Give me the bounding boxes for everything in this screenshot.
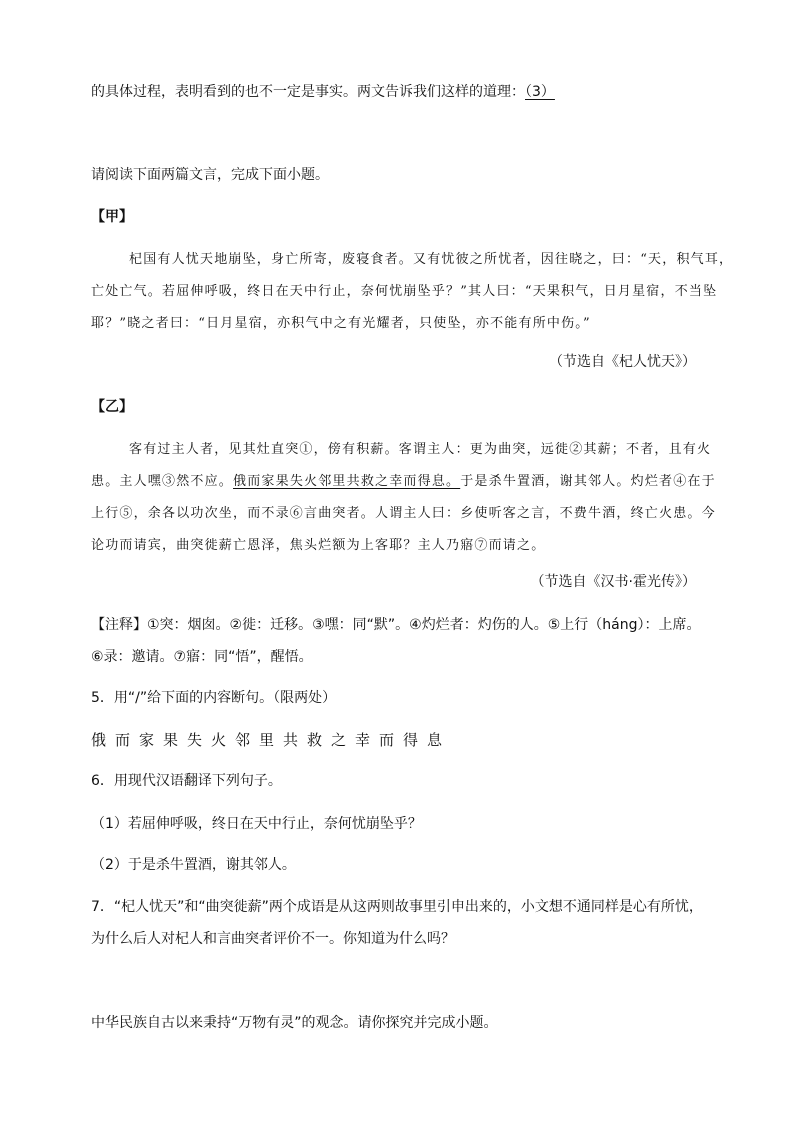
question-5-stem: 5．用“/”给下面的内容断句。（限两处） [91,690,337,706]
passage-jia-label: 【甲】 [91,209,133,225]
passage-yi-line-2-start: 患。主人嘿③然不应。 [91,474,234,489]
question-7-line-2: 为什么后人对杞人和言曲突者评价不一。你知道为什么吗？ [91,931,455,947]
passage-yi-line-3: 上行⑤，余各以功次坐，而不录⑥言曲突者。人谓主人曰：乡使听客之言，不费牛酒，终亡火患。今 [91,506,716,521]
answer-blank-3: （3） [525,84,555,100]
carryover-line [91,82,555,102]
question-7-line-1: 7．“杞人忧天”和“曲突徙薪”两个成语是从这两则故事里引申出来的，小文想不通同样是心有所忧， [91,899,703,915]
question-5-sentence: 俄而家果失火邻里共救之幸而得息 [91,731,452,749]
passage-jia-source: （节选自《杞人忧天》） [549,354,696,370]
passage-yi-line-4: 论功而请宾，曲突徙薪亡恩泽，焦头烂额为上客耶？主人乃寤⑦而请之。 [91,538,546,553]
notes-line-1: 【注释】①突：烟囱。②徙：迁移。③嘿：同“默”。④灼烂者：灼伤的人。⑤上行（háng）：上席。 [91,617,701,633]
underlined-sentence: 俄而家果失火邻里共救之幸而得息。 [233,474,461,489]
question-6-item-1: （1）若屈伸呼吸，终日在天中行止，奈何忧崩坠乎？ [91,816,422,832]
next-section-intro: 中华民族自古以来秉持“万物有灵”的观念。请你探究并完成小题。 [91,1015,498,1031]
passage-jia-line-1: 杞国有人忧天地崩坠，身亡所寄，废寝食者。又有忧彼之所忧者，因往晓之，曰：“天，积气耳， [129,252,734,267]
passage-jia-line-3: 耶？”晓之者曰：“日月星宿，亦积气中之有光耀者，只使坠，亦不能有所中伤。” [91,316,591,331]
passage-yi-line-2 [91,472,716,492]
reading-intro: 请阅读下面两篇文言，完成下面小题。 [91,167,329,183]
passage-yi-line-2-end: 于是杀牛置酒，谢其邻人。灼烂者④在于 [460,474,716,489]
passage-yi-label: 【乙】 [91,399,133,415]
question-6-stem: 6．用现代汉语翻译下列句子。 [91,773,282,789]
passage-yi-line-1: 客有过主人者，见其灶直突①，傍有积薪。客谓主人：更为曲突，远徙②其薪；不者，且有火 [129,442,712,457]
carryover-text: 的具体过程，表明看到的也不一定是事实。两文告诉我们这样的道理： [91,84,525,100]
passage-yi-source: （节选自《汉书·霍光传》） [530,574,696,590]
question-6-item-2: （2）于是杀牛置酒，谢其邻人。 [91,857,296,873]
notes-line-2: ⑥录：邀请。⑦寤：同“悟”，醒悟。 [91,649,313,665]
passage-jia-line-2: 亡处亡气。若屈伸呼吸，终日在天中行止，奈何忧崩坠乎？”其人曰：“天果积气，日月星宿，不当坠 [91,284,718,299]
